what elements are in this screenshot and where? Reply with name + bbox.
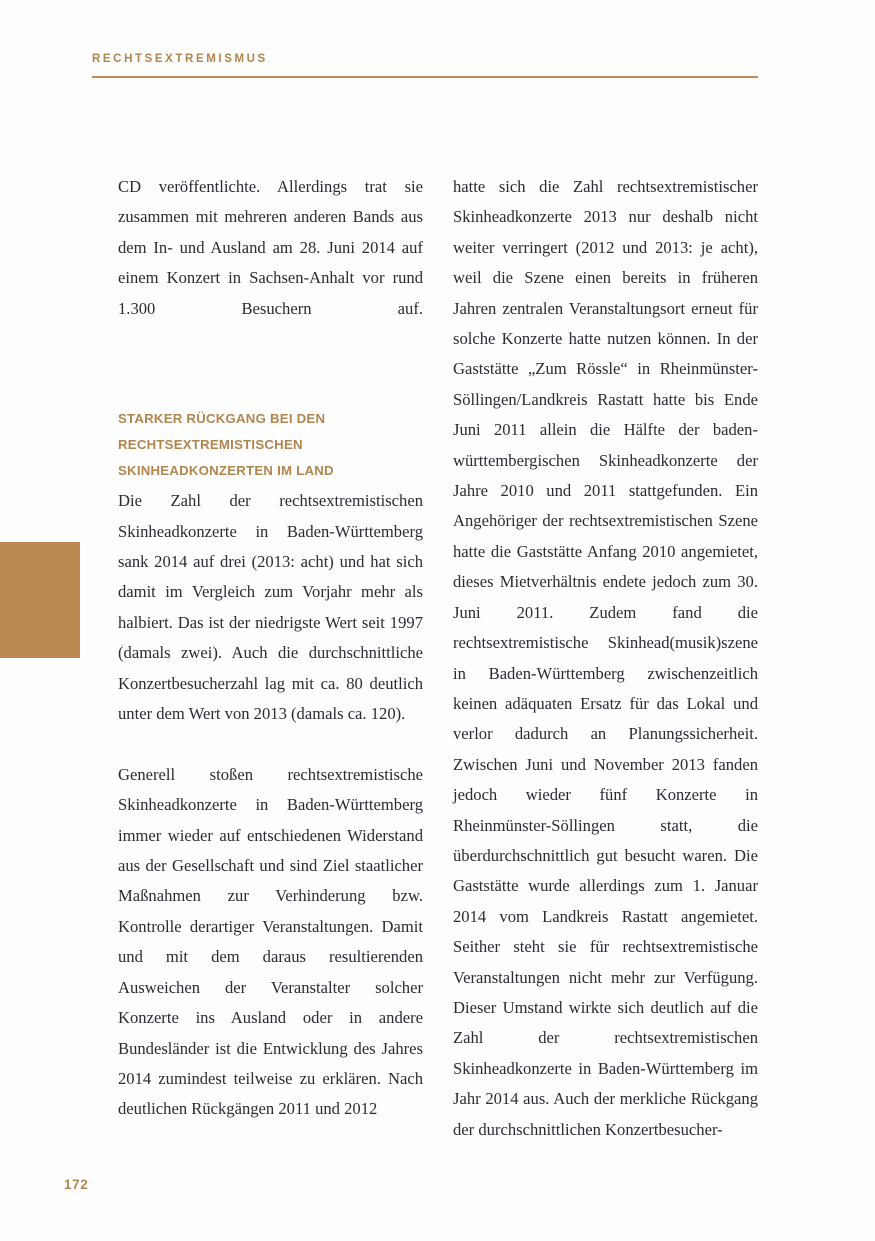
section-heading: [118, 406, 423, 483]
section-heading-line-1: STARKER RÜCKGANG BEI DEN: [118, 411, 326, 427]
section-heading-line-2: RECHTSEXTREMISTISCHEN: [118, 437, 303, 453]
paragraph: Generell stoßen rechtsextremistische Skinheadkonzerte in Baden-Württemberg immer wieder auf entschiedenen Widerstand aus der Gesellschaft und sind Ziel staatlicher Maßnahmen zur Verhinderung bzw. Kontrolle derartiger Veranstaltungen. Damit und mit dem daraus resultierenden Ausweichen der Veranstalter solcher Konzerte ins Ausland oder in andere Bundesländer ist die Entwicklung des Jahres 2014 zumindest teilweise zu erklären. Nach deutlichen Rückgängen 2011 und 2012: [118, 764, 423, 1119]
column-left: [118, 172, 423, 1125]
paragraph: hatte sich die Zahl rechtsextremistischer Skinheadkonzerte 2013 nur deshalb nicht weiter verringert (2012 und 2013: je acht), weil die Szene einen bereits in früheren Jahren zentralen Veranstaltungsort erneut für solche Konzerte hatte nutzen können. In der Gaststätte „Zum Rössle“ in Rheinmünster-Söllingen/Landkreis Rastatt hatte bis Ende Juni 2011 allein die Hälfte der baden-württembergischen Skinheadkonzerte der Jahre 2010 und 2011 stattgefunden. Ein Angehöriger der rechtsextremistischen Szene hatte die Gaststätte Anfang 2010 angemietet, dieses Mietverhältnis endete jedoch zum 30. Juni 2011. Zudem fand die rechtsextremistische Skinhead(musik)szene in Baden-Württemberg zwischenzeitlich keinen adäquaten Ersatz für das Lokal und verlor dadurch an Planungssicherheit. Zwischen Juni und November 2013 fanden jedoch wieder fünf Konzerte in Rheinmünster-Söllingen statt, die überdurchschnittlich gut besucht waren. Die Gaststätte wurde allerdings zum 1. Januar 2014 vom Landkreis Rastatt angemietet. Seither steht sie für rechtsextremistische Veranstaltungen nicht mehr zur Verfügung. Dieser Umstand wirkte sich deutlich auf die Zahl der rechtsextremistischen Skinheadkonzerte in Baden-Württemberg im Jahr 2014 aus. Auch der merkliche Rückgang der durchschnittlichen Konzertbesucher-: [453, 177, 758, 1139]
page-number: 172: [64, 1177, 89, 1192]
paragraph: Die Zahl der rechtsextremistischen Skinheadkonzerte in Baden-Württemberg sank 2014 auf drei (2013: acht) und hat sich damit im Vergleich zum Vorjahr mehr als halbiert. Das ist der niedrigste Wert seit 1997 (damals zwei). Auch die durchschnittliche Konzertbesucherzahl lag mit ca. 80 deutlich unter dem Wert von 2013 (damals ca. 120).: [118, 491, 423, 724]
running-head-text: RECHTSEXTREMISMUS: [92, 53, 268, 65]
paragraph: CD veröffentlichte. Allerdings trat sie zusammen mit mehreren anderen Bands aus dem In- und Ausland am 28. Juni 2014 auf einem Konzert in Sachsen-Anhalt vor rund 1.300 Besuchern auf.: [118, 177, 423, 318]
section-heading-line-3: SKINHEADKONZERTEN IM LAND: [118, 462, 334, 478]
column-right: [453, 172, 758, 1145]
